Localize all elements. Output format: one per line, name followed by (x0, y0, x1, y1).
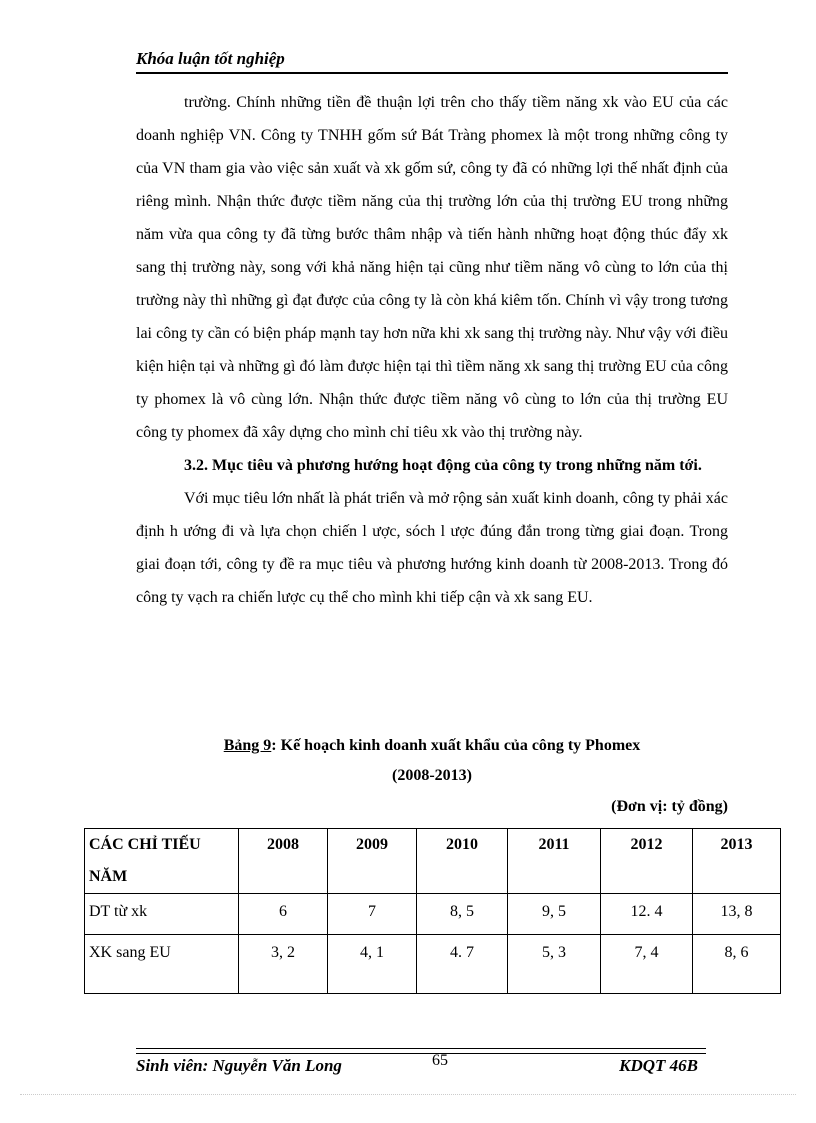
page-edge-divider (20, 1094, 796, 1095)
table-label: Bảng 9 (223, 737, 272, 754)
year-cell: 2011 (508, 829, 601, 894)
year-cell: 2009 (328, 829, 417, 894)
paragraph-2: Với mục tiêu lớn nhất là phát triển và mở rộng sản xuất kinh doanh, công ty phải xác định h ướng đi và lựa chọn chiến l ược, sóch l ược đúng đắn trong từng giai đoạn. Trong giai đoạn tới, công ty đề ra mục tiêu và phương hướng kinh doanh từ 2008-2013. Trong đó công ty vạch ra chiến lược cụ thể cho mình khi tiếp cận và xk sang EU. (136, 490, 728, 606)
value-cell: 12. 4 (601, 894, 693, 935)
value-cell: 8, 6 (693, 935, 781, 994)
value-cell: 7 (328, 894, 417, 935)
value-cell: 13, 8 (693, 894, 781, 935)
page-number: 65 (432, 1052, 448, 1069)
table-caption (136, 736, 728, 756)
value-cell: 5, 3 (508, 935, 601, 994)
value-cell: 4, 1 (328, 935, 417, 994)
year-cell: 2013 (693, 829, 781, 894)
header-label-line1: CÁC CHỈ TIẾU (89, 836, 201, 853)
value-cell: 8, 5 (417, 894, 508, 935)
header-label-line2: NĂM (89, 868, 128, 885)
table-unit: (Đơn vị: tỷ đồng) (611, 798, 728, 815)
year-cell: 2008 (239, 829, 328, 894)
section-heading: 3.2. Mục tiêu và phương hướng hoạt động của công ty trong những năm tới. (184, 457, 702, 474)
table-header-row (85, 829, 781, 894)
value-cell: 6 (239, 894, 328, 935)
table-title: : Kế hoạch kinh doanh xuất khẩu của công ty Phomex (271, 737, 641, 754)
year-cell: 2010 (417, 829, 508, 894)
value-cell: 4. 7 (417, 935, 508, 994)
footer-author: Sinh viên: Nguyễn Văn Long (136, 1056, 342, 1075)
footer-rule (136, 1048, 706, 1054)
footer-class-code: KDQT 46B (619, 1056, 698, 1075)
page-header (136, 48, 728, 74)
table-row (85, 935, 781, 994)
business-plan-table (84, 828, 781, 994)
table-row (85, 894, 781, 935)
body-text (136, 86, 728, 614)
value-cell: 7, 4 (601, 935, 693, 994)
value-cell: 9, 5 (508, 894, 601, 935)
value-cell: 3, 2 (239, 935, 328, 994)
row-label: DT từ xk (85, 894, 239, 935)
paragraph-1: trường. Chính những tiền đề thuận lợi trên cho thấy tiềm năng xk vào EU của các doanh nghiệp VN. Công ty TNHH gốm sứ Bát Tràng phomex là một trong những công ty của VN tham gia vào việc sản xuất và xk gốm sứ, công ty đã có những lợi thế nhất định của riêng mình. Nhận thức được tiềm năng của thị trường lớn của thị trường EU trong những năm vừa qua công ty đã từng bước thâm nhập và tiến hành những hoạt động thúc đẩy xk sang thị trường này, song với khả năng hiện tại cũng như tiềm năng vô cùng to lớn của thị trường này thì những gì đạt được của công ty là còn khá kiêm tốn. Chính vì vậy trong tương lai công ty cần có biện pháp mạnh tay hơn nữa khi xk sang thị trường này. Như vậy với điều kiện hiện tại và những gì đó làm được hiện tại thì tiềm năng xk sang thị trường EU của công ty phomex là vô cùng lớn. Nhận thức được tiềm năng vô cùng to lớn của thị trường EU công ty phomex đã xây dựng cho mình chỉ tiêu xk vào thị trường này. (136, 94, 728, 441)
row-label: XK sang EU (85, 935, 239, 994)
year-cell: 2012 (601, 829, 693, 894)
header-label-cell (85, 829, 239, 894)
table-period: (2008-2013) (392, 767, 472, 784)
header-title: Khóa luận tốt nghiệp (136, 49, 285, 68)
